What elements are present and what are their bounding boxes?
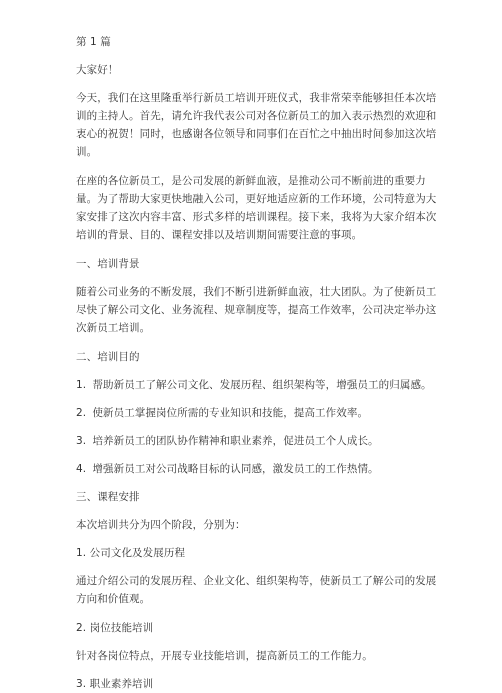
section-heading-background: 一、培训背景	[76, 258, 140, 270]
section-heading-goals: 二、培训目的	[76, 351, 140, 363]
section-heading-schedule: 三、课程安排	[76, 491, 140, 503]
course-2-body: 针对各岗位特点，开展专业技能培训，提高新员工的工作能力。	[76, 650, 373, 662]
course-2-title: 2. 岗位技能培训	[76, 622, 154, 634]
goal-item-4: 4. 增强新员工对公司战略目标的认同感，激发员工的工作热情。	[76, 463, 379, 475]
second-paragraph: 在座的各位新员工，是公司发展的新鲜血液，是推动公司不断前进的重要力量。为了帮助大家更快地融入公司，更好地适应新的工作环境，公司特意为大家安排了这次内容丰富、形式多样的培训课程。接下来，我将为大家介绍本次培训的背景、目的、课程安排以及培训期间需要注意的事项。	[76, 175, 437, 241]
goal-item-3: 3. 培养新员工的团队协作精神和职业素养，促进员工个人成长。	[76, 435, 379, 447]
course-1-body: 通过介绍公司的发展历程、企业文化、组织架构等，使新员工了解公司的发展方向和价值观。	[76, 575, 437, 605]
goal-item-2: 2. 使新员工掌握岗位所需的专业知识和技能，提高工作效率。	[76, 407, 369, 419]
greeting: 大家好！	[76, 64, 119, 76]
course-3-title: 3. 职业素养培训	[76, 678, 154, 690]
intro-paragraph: 今天，我们在这里隆重举行新员工培训开班仪式，我非常荣幸能够担任本次培训的主持人。首先，请允许我代表公司对各位新员工的加入表示热烈的欢迎和衷心的祝贺！同时，也感谢各位领导和同事们在百忙之中抽出时间参加这次培训。	[76, 92, 437, 158]
schedule-intro: 本次培训共分为四个阶段，分别为：	[76, 519, 246, 531]
background-paragraph: 随着公司业务的不断发展，我们不断引进新鲜血液，壮大团队。为了使新员工尽快了解公司文化、业务流程、规章制度等，提高工作效率，公司决定举办这次新员工培训。	[76, 286, 437, 334]
goal-item-1: 1. 帮助新员工了解公司文化、发展历程、组织架构等，增强员工的归属感。	[76, 379, 432, 391]
chapter-heading: 第 1 篇	[76, 36, 111, 48]
course-1-title: 1. 公司文化及发展历程	[76, 547, 186, 559]
